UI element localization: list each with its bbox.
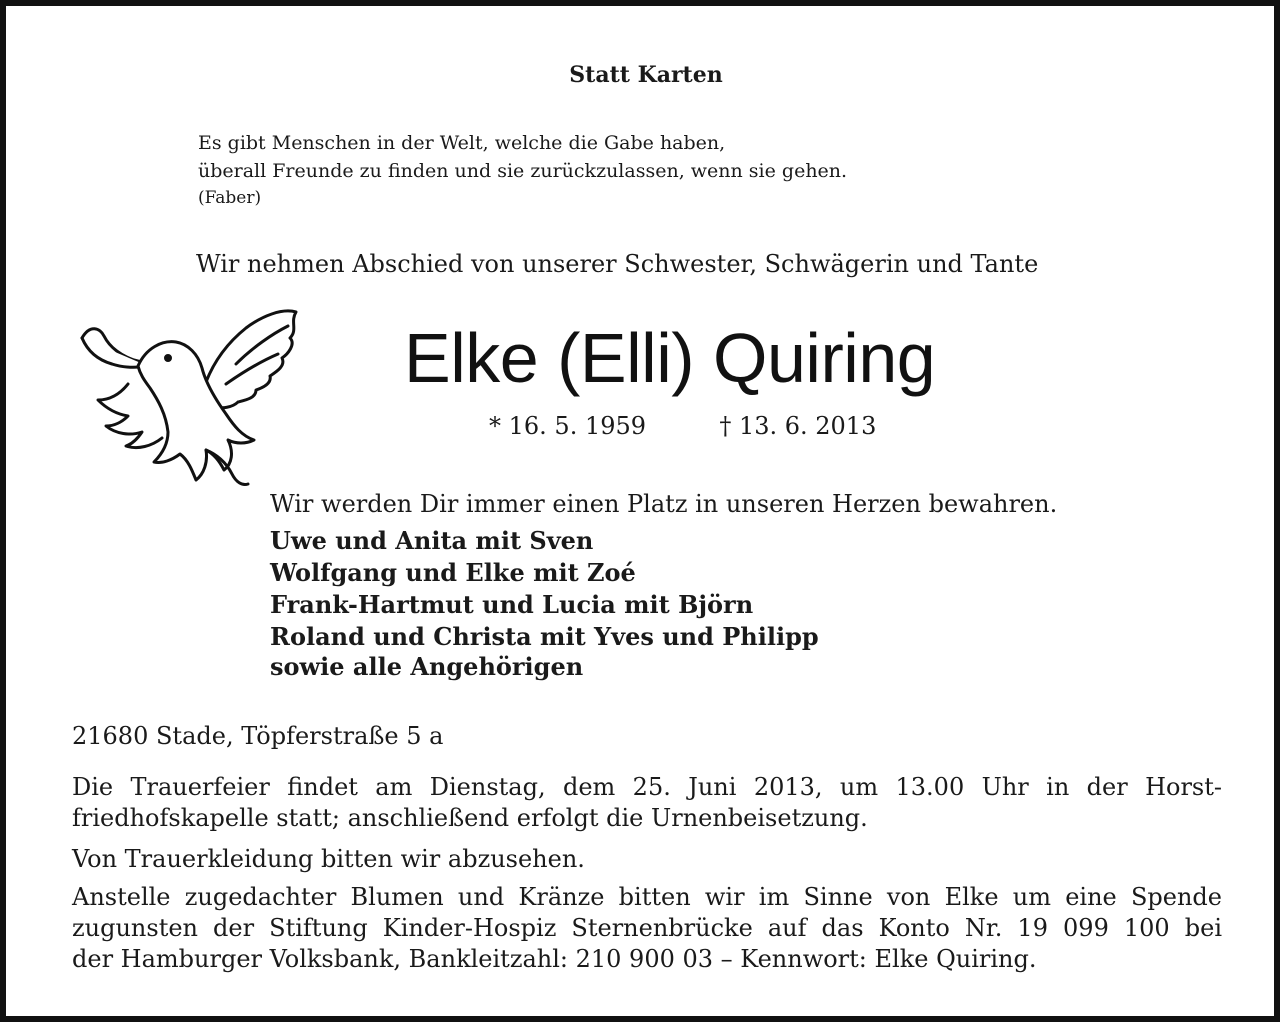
dove-icon (76, 304, 306, 492)
quote-line-1: Es gibt Menschen in der Welt, welche die Gabe haben, (198, 132, 726, 154)
ceremony-paragraph (72, 772, 1222, 834)
clothing-paragraph (72, 844, 1222, 875)
address: 21680 Stade, Töpferstraße 5 a (72, 722, 444, 750)
ceremony-line-1: Die Trauerfeier findet am Dienstag, dem 25. Juni 2013, um 13.00 Uhr in der Horst- (72, 773, 1222, 801)
intro-text: Wir nehmen Abschied von unserer Schwester, Schwägerin und Tante (196, 250, 1039, 278)
quote-line-2: überall Freunde zu finden und sie zurückzulassen, wenn sie gehen. (198, 160, 848, 182)
donation-line-2: zugunsten der Stiftung Kinder-Hospiz Sternenbrücke auf das Konto Nr. 19 099 100 bei (72, 914, 1222, 942)
donation-paragraph (72, 882, 1222, 975)
signer-3: Frank-Hartmut und Lucia mit Björn (270, 590, 754, 619)
signer-1: Uwe und Anita mit Sven (270, 526, 594, 555)
death-date: † 13. 6. 2013 (719, 412, 877, 440)
birth-date: * 16. 5. 1959 (489, 412, 647, 440)
signer-5: sowie alle Angehörigen (270, 652, 584, 681)
signer-2: Wolfgang und Elke mit Zoé (270, 558, 636, 587)
donation-line-1: Anstelle zugedachter Blumen und Kränze bitten wir im Sinne von Elke um eine Spende (72, 883, 1222, 911)
clothing-line: Von Trauerkleidung bitten wir abzusehen. (72, 845, 585, 873)
heading: Statt Karten (569, 62, 723, 88)
signer-4: Roland und Christa mit Yves und Philipp (270, 622, 819, 651)
deceased-name: Elke (Elli) Quiring (404, 319, 936, 397)
donation-line-3: der Hamburger Volksbank, Bankleitzahl: 210 900 03 – Kennwort: Elke Quiring. (72, 945, 1037, 973)
ceremony-line-2: friedhofskapelle statt; anschließend erfolgt die Urnenbeisetzung. (72, 804, 868, 832)
life-dates (489, 412, 876, 440)
remembrance-text: Wir werden Dir immer einen Platz in unseren Herzen bewahren. (270, 490, 1058, 518)
quote-source: (Faber) (198, 188, 262, 208)
